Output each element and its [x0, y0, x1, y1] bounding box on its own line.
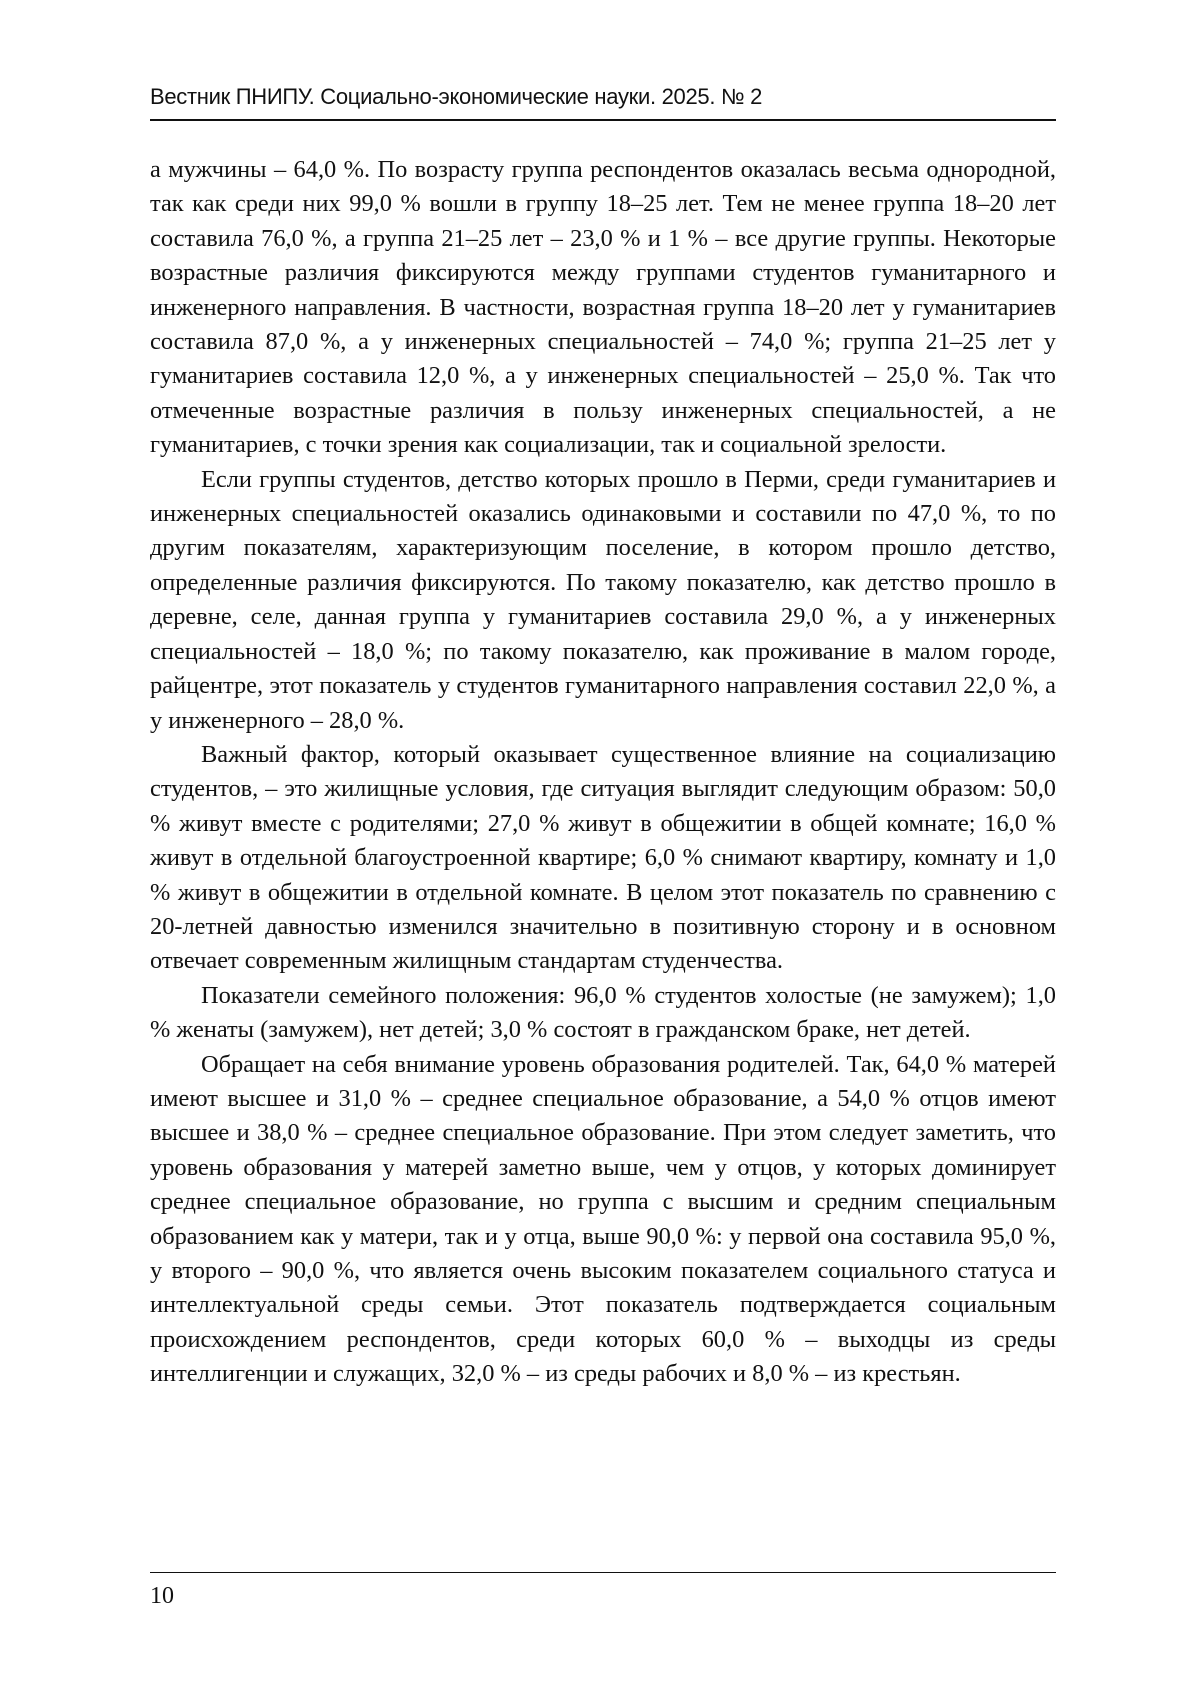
paragraph-continued-age-distribution: а мужчины – 64,0 %. По возрасту группа респондентов оказалась весьма однородной, так как среди них 99,0 % вошли в группу 18–25 лет. Тем не менее группа 18–20 лет составила 76,0 %, а группа 21–25 лет – 23,0 % и 1 % – все другие группы. Некоторые возрастные различия фиксируются между группами студентов гуманитарного и инженерного направления. В частности, возрастная группа 18–20 лет у гуманитариев составила 87,0 %, а у инженерных специальностей – 74,0 %; группа 21–25 лет у гуманитариев составила 12,0 %, а у инженерных специальностей – 25,0 %. Так что отмеченные возрастные различия в пользу инженерных специальностей, а не гуманитариев, с точки зрения как социализации, так и социальной зрелости. [150, 156, 1056, 459]
running-header-title: Вестник ПНИПУ. Социально-экономические науки. 2025. № 2 [150, 84, 763, 109]
paragraph-parents-education: Обращает на себя внимание уровень образования родителей. Так, 64,0 % матерей имеют высшее и 31,0 % – среднее специальное образование, а 54,0 % отцов имеют высшее и 38,0 % – среднее специальное образование. При этом следует заметить, что уровень образования у матерей заметно выше, чем у отцов, у которых доминирует среднее специальное образование, но группа с высшим и средним специальным образованием как у матери, так и у отца, выше 90,0 %: у первой она составила 95,0 %, у второго – 90,0 %, что является очень высоким показателем социального статуса и интеллектуальной среды семьи. Этот показатель подтверждается социальным происхождением респондентов, среди которых 60,0 % – выходцы из среды интеллигенции и служащих, 32,0 % – из среды рабочих и 8,0 % – из крестьян. [150, 1050, 1056, 1388]
journal-page [150, 0, 1056, 1705]
paragraph-marital-status: Показатели семейного положения: 96,0 % студентов холостые (не замужем); 1,0 % женаты (замужем), нет детей; 3,0 % состоят в гражданском браке, нет детей. [150, 981, 1056, 1044]
paragraph-housing-conditions: Важный фактор, который оказывает существенное влияние на социализацию студентов, – это жилищные условия, где ситуация выглядит следующим образом: 50,0 % живут вместе с родителями; 27,0 % живут в общежитии в общей комнате; 16,0 % живут в отдельной благоустроенной квартире; 6,0 % снимают квартиру, комнату и 1,0 % живут в общежитии в отдельной комнате. В целом этот показатель по сравнению с 20-летней давностью изменился значительно в позитивную сторону и в основном отвечает современным жилищным стандартам студенчества. [150, 740, 1056, 975]
footer-rule [150, 1572, 1056, 1573]
paragraph-childhood-settlement: Если группы студентов, детство которых прошло в Перми, среди гуманитариев и инженерных специальностей оказались одинаковыми и составили по 47,0 %, то по другим показателям, характеризующим поселение, в котором прошло детство, определенные различия фиксируются. По такому показателю, как детство прошло в деревне, селе, данная группа у гуманитариев составила 29,0 %, а у инженерных специальностей – 18,0 %; по такому показателю, как проживание в малом городе, райцентре, этот показатель у студентов гуманитарного направления составил 22,0 %, а у инженерного – 28,0 %. [150, 465, 1056, 734]
page-number: 10 [150, 1583, 174, 1609]
header-rule [150, 119, 1056, 121]
article-body [150, 153, 1056, 1392]
